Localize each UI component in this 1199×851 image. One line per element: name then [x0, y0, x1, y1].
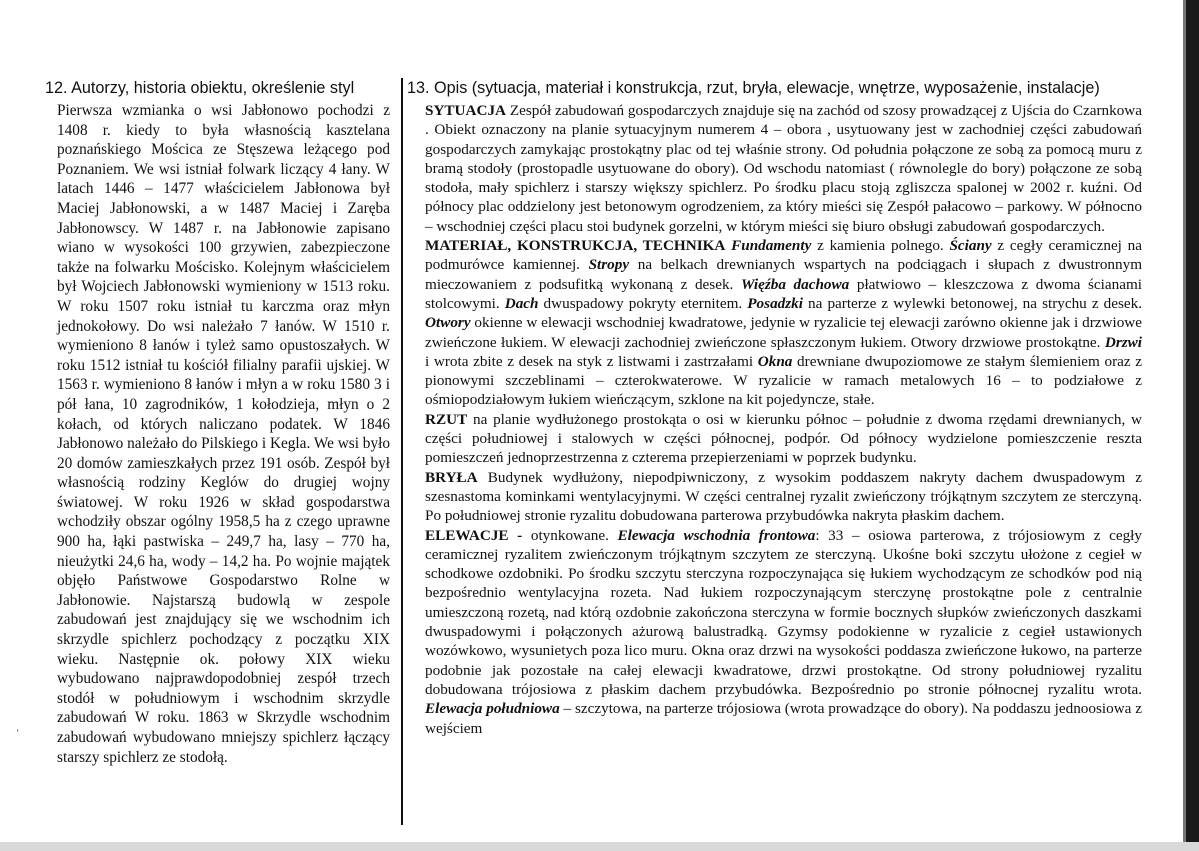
history-heading: 12. Autorzy, historia obiektu, określenie styl — [45, 79, 355, 97]
history-text: Pierwsza wzmianka o wsi Jabłonowo pochodzi z 1408 r. kiedy to była własnością kasztelana poznańskiego Mościca ze Stęszewa leżącego pod Poznaniem. We wsi istniał folwark liczący 4 łany. W latach 1446 – 1477 właścicielem Jabłonowa był Maciej Jabłonowski, a w 1487 Maciej i Zaręba Jabłonowscy. W 1487 r. na Jabłonowie zapisano wiano w wysokości 100 grzywien, zabezpieczone także na folwarku Mościsko. Kolejnym właścicielem był Wojciech Jabłonowski wymieniony w 1513 roku. W roku 1507 roku istniał tu karczma oraz młyn jednokołowy. Do wsi należało 7 łanów. W 1510 r. wymieniono 8 łanów i tyleż samo opustoszałych. W roku 1512 istniał tu kościół filialny parafii ujskiej. W 1563 r. wymieniono 8 łanów i młyn a w roku 1580 3 i pół łana, 10 zagrodników, 1 kołodzieja, młyn o 2 kołach, od których naliczano podatek. W 1846 Jabłonowo należało do Pilskiego i Kegla. We wsi było 20 domów zamieszkałych przez 191 osób. Zespół był własnością rodziny Keglów do drugiej wojny światowej. W roku 1926 w skład gospodarstwa wchodziły obszar ogólny 1958,5 ha z czego uprawne 900 ha, łąki pastwiska – 249,7 ha, lasy – 770 ha, nieużytki 24,6 ha, wody – 14,2 ha. Po wojnie majątek objęło Państwowe Gospodarstwo Rolne w Jabłonowie. Najstarszą budowlą w zespole zabudowań jest znajdujący się we wschodnim ich skrzydle spichlerz pochodzący z początku XIX wieku. Następnie ok. połowy XIX wieku wybudowano najprawdopodobniej zespół trzech stodół w południowym i wschodnim skrzydle zabudowań W roku. 1863 w Skrzydle wschodnim zabudowań wybudowano mniejszy spichlerz łączący starszy spichlerz ze stodołą. — [57, 102, 390, 766]
section-bryla — [425, 468, 1142, 526]
description-column — [407, 78, 1142, 738]
wiezba-text: płatwiowo – kleszczowa z dwoma ścianami stolcowymi. — [425, 275, 1143, 312]
wiezba-label: Więźba dachowa — [740, 275, 850, 293]
description-body — [425, 101, 1142, 738]
elewacje-lead: otynkowane. — [530, 526, 609, 544]
section-rzut — [425, 410, 1142, 468]
stropy-label: Stropy — [588, 256, 630, 274]
okna-text: drewniane dwupoziomowe ze stałym ślemieniem oraz z pionowymi szczeblinami – czterokwaterowe. W ryzalicie w ramach metalowych 16 – to podziałowe z ośmiopodziałowym łukiem wieńczącym, szklone na kit pojedyncze, stałe. — [425, 352, 1143, 409]
bryla-label: BRYŁA — [425, 468, 478, 486]
section-elewacje — [425, 526, 1142, 738]
fundamenty-text: z kamienia polnego. — [817, 237, 944, 255]
elewacja-wschodnia-text: : 33 – osiowa parterowa, z trójosiowym z cegły ceramicznej ryzalitem zwieńczonym trójkątnym szczytem ze sterczyną. Ukośne boki szczytu ułożone z cegieł w schodkowe ozdobniki. Po środku szczytu sterczyna rozpoczynająca się łukiem wychodzącym ze schodków pod nią bezpośrednio wentylacyjna rozeta. Nad łukiem rozpoczynającym sterczynę prostokątne pole z centralnie umieszczoną rozetą, nad którą ozdobnie zakończona sterczyna w formie bocznych słupków zwieńczonych daszkami dwuspadowymi i połączonych ażurową balustradką. Gzymsy podokienne w ryzalicie z cegieł ustawionych wozówkowo, wysunietych poza lico muru. Okna oraz drzwi na wysokości poddasza zwieńczone łukowo, na parterze podobnie jak pozostałe na całej elewacji kwadratowe, drzwi prostokątne. Od strony południowej ryzalitu dobudowana trójosiowa z płaskim dachem przybudówka. Bezpośrednio po stronie północnej ryzalitu wrota. — [425, 526, 1142, 698]
posadzki-label: Posadzki — [747, 294, 803, 312]
scan-edge-bottom — [0, 842, 1199, 851]
section-material — [425, 236, 1142, 410]
section-sytuacja — [425, 101, 1142, 236]
dach-label: Dach — [504, 294, 539, 312]
history-body — [57, 101, 390, 767]
margin-mark: ‘ — [16, 728, 20, 739]
material-label: MATERIAŁ, KONSTRUKCJA, TECHNIKA — [425, 237, 726, 255]
bryla-text: Budynek wydłużony, niepodpiwniczony, z wysokim poddaszem nakryty dachem dwuspadowym z szesnastoma kominkami wentylacyjnymi. W części centralnej ryzalit zwieńczony trójkątnym szczytem ze sterczyną. Po południowej stronie ryzalitu dobudowana parterowa przybudówka nakryta płaskim dachem. — [425, 468, 1142, 525]
scan-edge-right — [1186, 0, 1199, 851]
sciany-text: z cegły ceramicznej na podmurówce kamiennej. — [425, 237, 1142, 274]
elewacja-wschodnia-label: Elewacja wschodnia frontowa — [617, 526, 816, 544]
otwory-text: okienne w elewacji wschodniej kwadratowe, jedynie w ryzalicie tej elewacji zarówno okienne jak i drzwiowe zwieńczone łukiem. W elewacji zachodniej zwieńczone spłaszczonym łukiem. Otwory drzwiowe prostokątne. — [425, 314, 1142, 351]
history-column — [45, 78, 390, 767]
posadzki-text: na parterze z wylewki betonowej, na strychu z desek. — [808, 294, 1143, 312]
sytuacja-text: Zespół zabudowań gospodarczych znajduje się na zachód od szosy prowadzącej z Ujścia do Czarnkowa . Obiekt oznaczony na planie sytuacyjnym numerem 4 – obora , usytuowany jest w zachodniej części zabudowań gospodarczych zamykając prostokątny plac od tej właśnie strony. Od południa połączone ze sobą za pomocą muru z bramą stodoły (prostopadle usytuowane do obory). Od wschodu natomiast ( równolegle do bory) połączone ze sobą stodoła, mały spichlerz i starszy większy spichlerz. Po środku placu stoją zgliszcza spalonej w 2002 r. kuźni. Od północy plac oddzielony jest betonowym ogrodzeniem, za który mieści się Zespół pałacowo – parkowy. W północno – wschodniej części placu stoi budynek gorzelni, w którym mieści się biuro obsługi zabudowań gospodarczych. — [425, 102, 1143, 235]
stropy-text: na belkach drewnianych wspartych na podciągach i słupach z dwustronnym mieczowaniem z podsufitką wykonaną z desek. — [425, 256, 1143, 293]
sytuacja-label: SYTUACJA — [425, 102, 507, 119]
drzwi-label: Drzwi — [1104, 333, 1142, 351]
elewacja-poludniowa-text: – szczytowa, na parterze trójosiowa (wrota prowadzące do obory). Na poddaszu jednoosiowa z wejściem — [425, 700, 1143, 737]
drzwi-text: i wrota zbite z desek na styk z listwami i zastrzałami — [425, 352, 754, 370]
elewacje-label: ELEWACJE - — [425, 526, 523, 544]
dach-text: dwuspadowy pokryty eternitem. — [543, 294, 743, 312]
sciany-label: Ściany — [949, 237, 992, 255]
elewacja-poludniowa-label: Elewacja południowa — [425, 700, 560, 718]
rzut-text: na planie wydłużonego prostokąta o osi w kierunku północ – południe z dwoma rzędami drewnianych, w części południowej i stalowych w części północnej, podpór. Od północy wydzielone pomieszczenie reszta pomieszczeń jednoprzestrzenna z czterema przepierzeniami w poprzek budynku. — [425, 410, 1142, 467]
okna-label: Okna — [757, 352, 793, 370]
rzut-label: RZUT — [425, 410, 468, 428]
otwory-label: Otwory — [425, 314, 471, 332]
description-heading: 13. Opis (sytuacja, materiał i konstrukcja, rzut, bryła, elewacje, wnętrze, wyposażenie, instalacje) — [407, 79, 1100, 97]
column-divider — [401, 78, 403, 825]
fundamenty-label: Fundamenty — [731, 237, 812, 255]
